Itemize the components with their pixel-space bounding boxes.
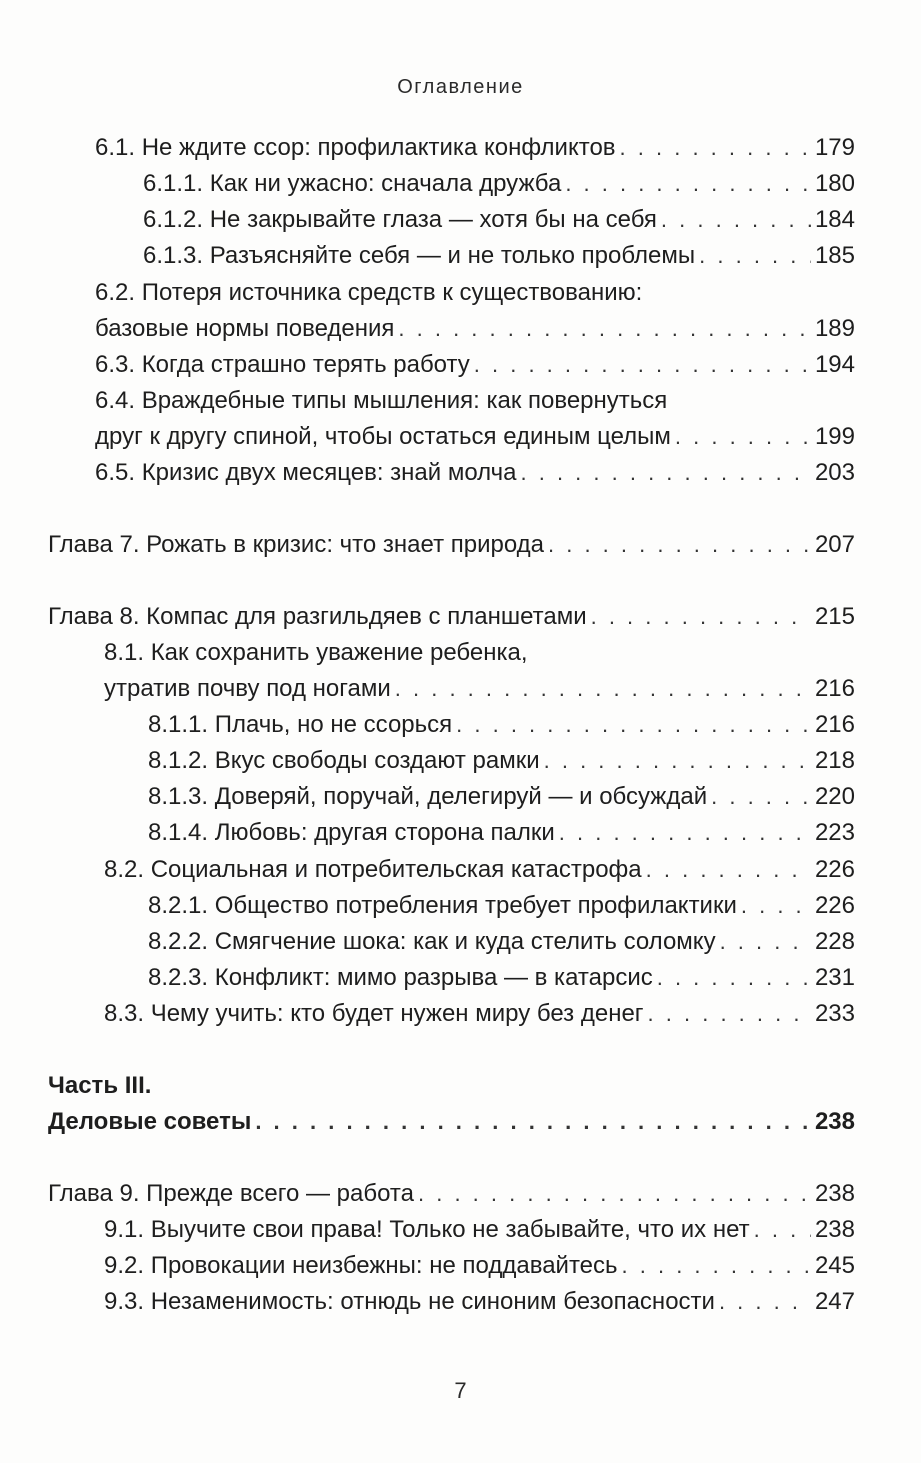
toc-entry (148, 925, 855, 959)
toc-entry-page: 189 (814, 315, 855, 342)
toc-entry (143, 203, 855, 237)
dot-leader (741, 889, 811, 923)
dot-leader (395, 672, 811, 706)
toc-entry-title: 6.2. Потеря источника средств к существованию: (95, 279, 643, 306)
toc-entry (143, 239, 855, 273)
toc-entry (95, 456, 855, 490)
toc-entry-title: друг к другу спиной, чтобы остаться единым целым (95, 423, 671, 450)
dot-leader (720, 925, 811, 959)
toc-entry-page: 238 (814, 1216, 855, 1243)
toc-entry-page: 215 (814, 603, 855, 630)
toc-entry-page: 185 (814, 242, 855, 269)
toc-entry-page: 180 (814, 170, 855, 197)
toc-entry-title: 6.1. Не ждите ссор: профилактика конфликтов (95, 134, 616, 161)
toc-entry-title: 9.2. Провокации неизбежны: не поддавайтесь (104, 1252, 618, 1279)
toc-entry (148, 744, 855, 778)
toc-entry-page: 207 (814, 531, 855, 558)
page-number: 7 (454, 1378, 467, 1403)
toc-entry (104, 672, 855, 706)
toc-entry-title: 8.1.3. Доверяй, поручай, делегируй — и обсуждай (148, 783, 708, 810)
dot-leader (711, 780, 811, 814)
toc-entry-page: 184 (814, 206, 855, 233)
toc-entry-title: 8.2.2. Смягчение шока: как и куда стелить соломку (148, 928, 716, 955)
toc-entry (104, 1285, 855, 1319)
toc-entry-page: 233 (814, 1000, 855, 1027)
toc-part (48, 1105, 855, 1139)
toc-entry-title: 6.1.2. Не закрывайте глаза — хотя бы на себя (143, 206, 657, 233)
toc-entry-title: Деловые советы (48, 1108, 252, 1135)
dot-leader (544, 744, 811, 778)
dot-leader (754, 1213, 811, 1247)
toc-entry-page: 247 (814, 1288, 855, 1315)
toc-entry-title: Глава 8. Компас для разгильдяев с планшетами (48, 603, 587, 630)
dot-leader (548, 528, 811, 562)
toc-chapter (48, 600, 855, 634)
toc-entry-title: 8.2. Социальная и потребительская катастрофа (104, 856, 642, 883)
running-header: Оглавление (397, 76, 524, 98)
dot-leader (699, 239, 811, 273)
toc-entry-title: 9.3. Незаменимость: отнюдь не синоним безопасности (104, 1288, 715, 1315)
toc-entry (104, 997, 855, 1031)
toc-entry-title: 9.1. Выучите свои права! Только не забывайте, что их нет (104, 1216, 750, 1243)
toc-entry-page: 223 (814, 819, 855, 846)
toc-entry-title: 6.1.3. Разъясняйте себя — и не только проблемы (143, 242, 696, 269)
toc-entry-page: 228 (814, 928, 855, 955)
dot-leader (456, 708, 811, 742)
toc-entry (95, 420, 855, 454)
toc-entry-title: Глава 7. Рожать в кризис: что знает природа (48, 531, 544, 558)
toc-entry (104, 1213, 855, 1247)
toc-chapter (48, 1177, 855, 1211)
toc-entry (95, 348, 855, 382)
toc-entry-page: 218 (814, 747, 855, 774)
toc-entry-title: 6.5. Кризис двух месяцев: знай молча (95, 459, 517, 486)
toc-entry-title: базовые нормы поведения (95, 315, 395, 342)
toc-entry-page: 231 (814, 964, 855, 991)
toc-entry-title: 8.2.3. Конфликт: мимо разрыва — в катарсис (148, 964, 653, 991)
toc-entry-title: 8.1. Как сохранить уважение ребенка, (104, 639, 528, 666)
toc-chapter (48, 528, 855, 562)
dot-leader (620, 131, 811, 165)
toc-entry-page: 238 (814, 1108, 855, 1135)
toc-entry (104, 636, 855, 670)
dot-leader (646, 853, 811, 887)
dot-leader (559, 816, 811, 850)
toc-entry (148, 961, 855, 995)
toc-entry-page: 226 (814, 856, 855, 883)
toc-entry (148, 708, 855, 742)
toc-entry-title: 8.1.4. Любовь: другая сторона палки (148, 819, 555, 846)
toc-entry-page: 216 (814, 711, 855, 738)
toc-entry-title: 6.3. Когда страшно терять работу (95, 351, 470, 378)
toc-entry-page: 220 (814, 783, 855, 810)
toc-entry-title: утратив почву под ногами (104, 675, 391, 702)
toc-entry (95, 276, 855, 310)
dot-leader (521, 456, 811, 490)
dot-leader (418, 1177, 811, 1211)
dot-leader (622, 1249, 811, 1283)
toc-part (48, 1069, 855, 1103)
toc-entry-title: 6.1.1. Как ни ужасно: сначала дружба (143, 170, 562, 197)
toc-entry-page: 238 (814, 1180, 855, 1207)
toc-entry-page: 226 (814, 892, 855, 919)
toc-entry-page: 179 (814, 134, 855, 161)
dot-leader (565, 167, 811, 201)
dot-leader (661, 203, 811, 237)
dot-leader (648, 997, 811, 1031)
toc-entry-page: 203 (814, 459, 855, 486)
toc-entry-page: 194 (814, 351, 855, 378)
toc-entry-title: 6.4. Враждебные типы мышления: как повернуться (95, 387, 668, 414)
dot-leader (719, 1285, 811, 1319)
toc-entry-title: 8.2.1. Общество потребления требует профилактики (148, 892, 737, 919)
toc-entry-title: 8.1.1. Плачь, но не ссорься (148, 711, 453, 738)
toc-entry-title: 8.1.2. Вкус свободы создают рамки (148, 747, 540, 774)
toc-entry (143, 167, 855, 201)
toc-entry (95, 384, 855, 418)
toc-entry-page: 216 (814, 675, 855, 702)
dot-leader (398, 312, 811, 346)
toc-entry (148, 780, 855, 814)
toc-entry (95, 131, 855, 165)
toc-entry-page: 245 (814, 1252, 855, 1279)
toc-entry (148, 889, 855, 923)
dot-leader (474, 348, 811, 382)
toc-entry-title: Часть III. (48, 1072, 152, 1099)
dot-leader (675, 420, 811, 454)
dot-leader (255, 1105, 811, 1139)
dot-leader (591, 600, 811, 634)
toc-entry (148, 816, 855, 850)
toc-entry-title: 8.3. Чему учить: кто будет нужен миру без денег (104, 1000, 644, 1027)
toc-entry (104, 853, 855, 887)
toc-entry (104, 1249, 855, 1283)
dot-leader (657, 961, 811, 995)
toc-entry-page: 199 (814, 423, 855, 450)
toc-entry (95, 312, 855, 346)
toc-entry-title: Глава 9. Прежде всего — работа (48, 1180, 414, 1207)
